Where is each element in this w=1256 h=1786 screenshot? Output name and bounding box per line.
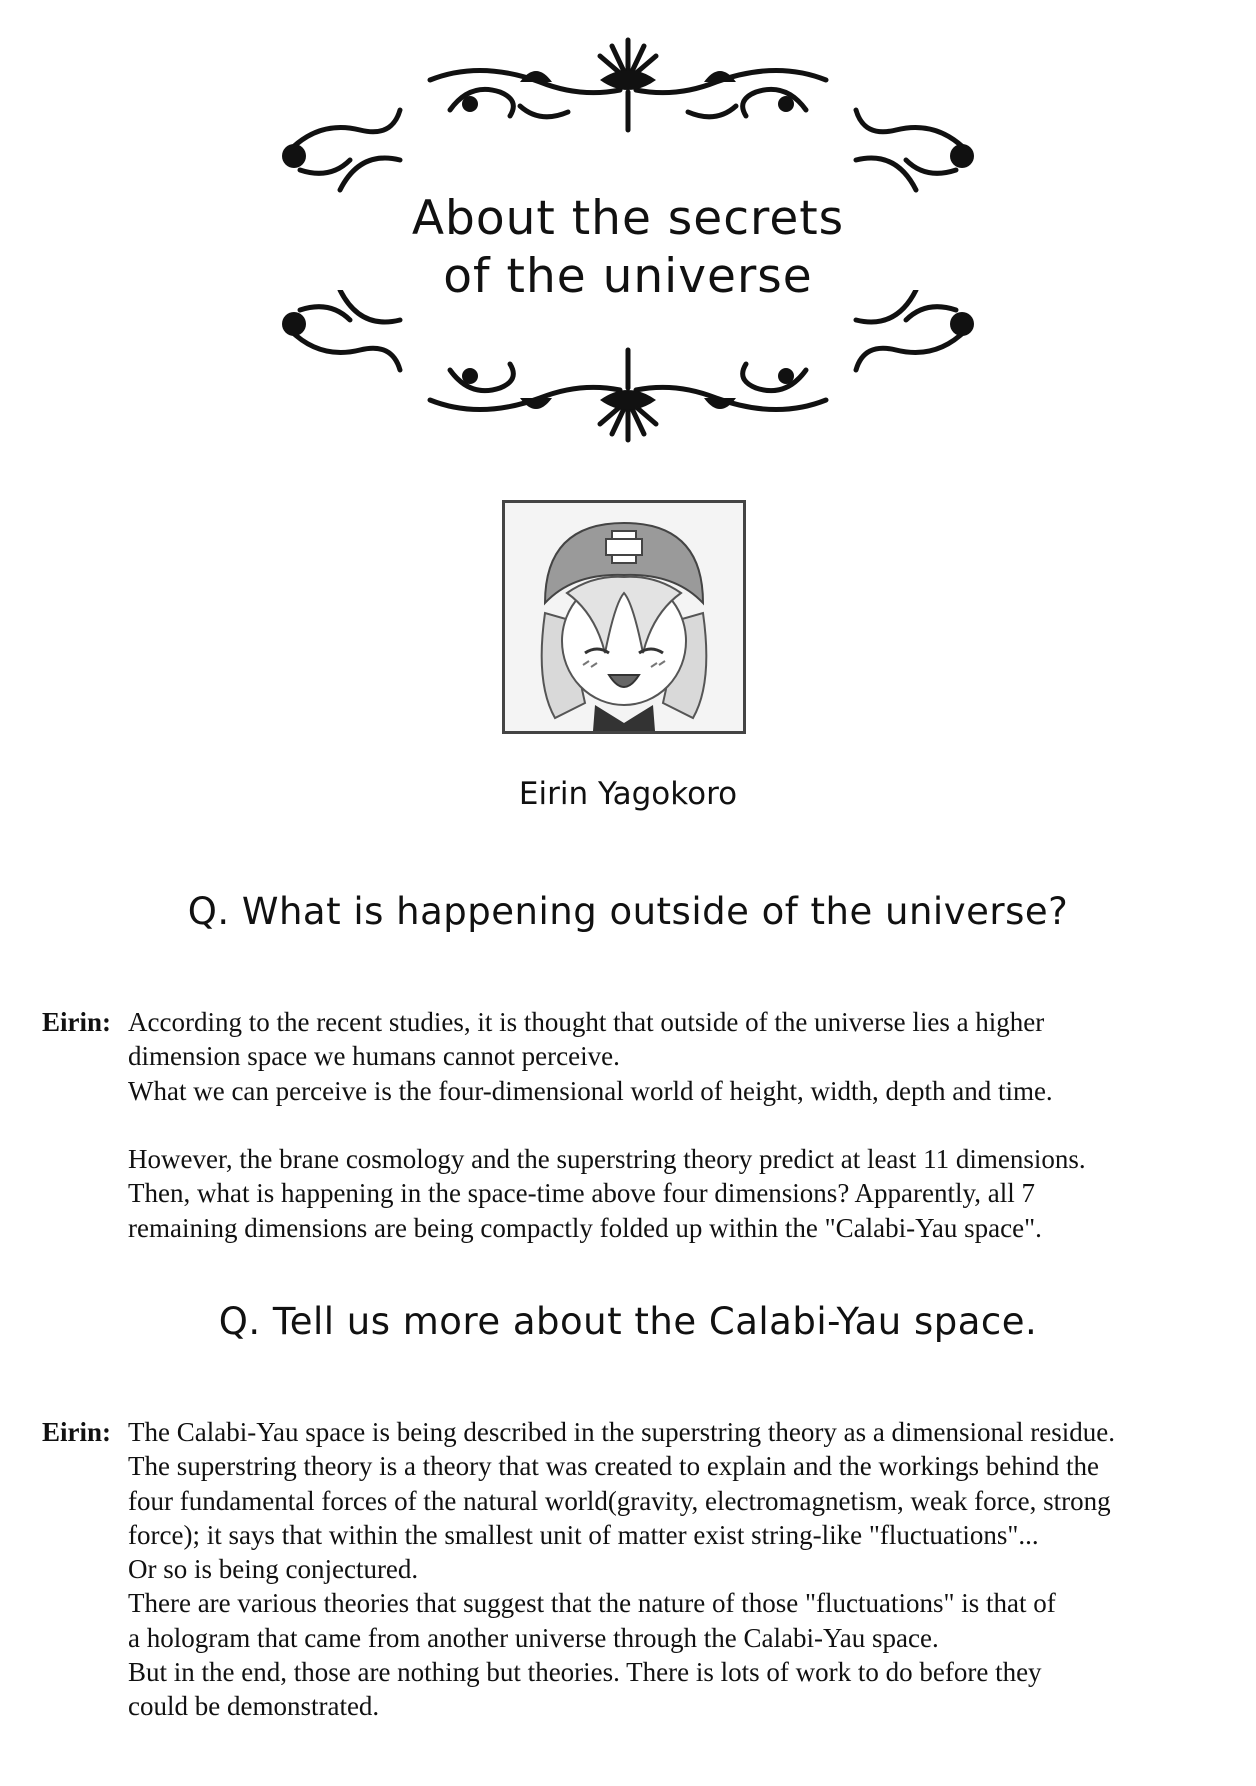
- author-name: Eirin Yagokoro: [518, 776, 738, 812]
- answer-line: dimension space we humans cannot perceive.: [128, 1041, 620, 1072]
- answer-line: four fundamental forces of the natural world(gravity, electromagnetism, weak force, strong: [128, 1485, 1111, 1516]
- paragraph-gap: [128, 1108, 1238, 1142]
- answer-text: [128, 1415, 1238, 1724]
- answer-line: Or so is being conjectured.: [128, 1554, 419, 1585]
- bottom-flourish-ornament: [0, 290, 1256, 470]
- question-heading: Q. Tell us more about the Calabi-Yau space.: [218, 1300, 1038, 1343]
- answer-line: The Calabi-Yau space is being described in the superstring theory as a dimensional residue.: [128, 1417, 1116, 1447]
- nurse-character-illustration: [505, 503, 743, 731]
- top-flourish-ornament: [0, 20, 1256, 200]
- answer-line: remaining dimensions are being compactly folded up within the "Calabi-Yau space".: [128, 1212, 1042, 1243]
- answer-line: What we can perceive is the four-dimensional world of height, width, depth and time.: [128, 1075, 1053, 1106]
- page-title: [0, 190, 1256, 306]
- answer-text: [128, 1005, 1238, 1245]
- title-line-2: of the universe: [443, 249, 813, 304]
- answer-line: force); it says that within the smallest unit of matter exist string-like "fluctuations"...: [128, 1519, 1039, 1550]
- answer-line: The superstring theory is a theory that was created to explain and the workings behind the: [128, 1451, 1099, 1482]
- answer-line: a hologram that came from another universe through the Calabi-Yau space.: [128, 1622, 939, 1653]
- question-heading: Q. What is happening outside of the universe?: [187, 890, 1069, 933]
- answer-line: There are various theories that suggest that the nature of those "fluctuations" is that of: [128, 1588, 1056, 1619]
- answer-line: According to the recent studies, it is thought that outside of the universe lies a higher: [128, 1007, 1045, 1037]
- author-portrait: [502, 500, 746, 734]
- speaker-label: Eirin:: [42, 1007, 112, 1037]
- speaker-label: Eirin:: [42, 1417, 112, 1447]
- answer-line: But in the end, those are nothing but theories. There is lots of work to do before they: [128, 1657, 1042, 1688]
- title-line-1: About the secrets: [411, 191, 845, 246]
- answer-line: Then, what is happening in the space-time above four dimensions? Apparently, all 7: [128, 1178, 1036, 1209]
- answer-line: However, the brane cosmology and the superstring theory predict at least 11 dimensions.: [128, 1144, 1086, 1175]
- answer-line: could be demonstrated.: [128, 1691, 380, 1722]
